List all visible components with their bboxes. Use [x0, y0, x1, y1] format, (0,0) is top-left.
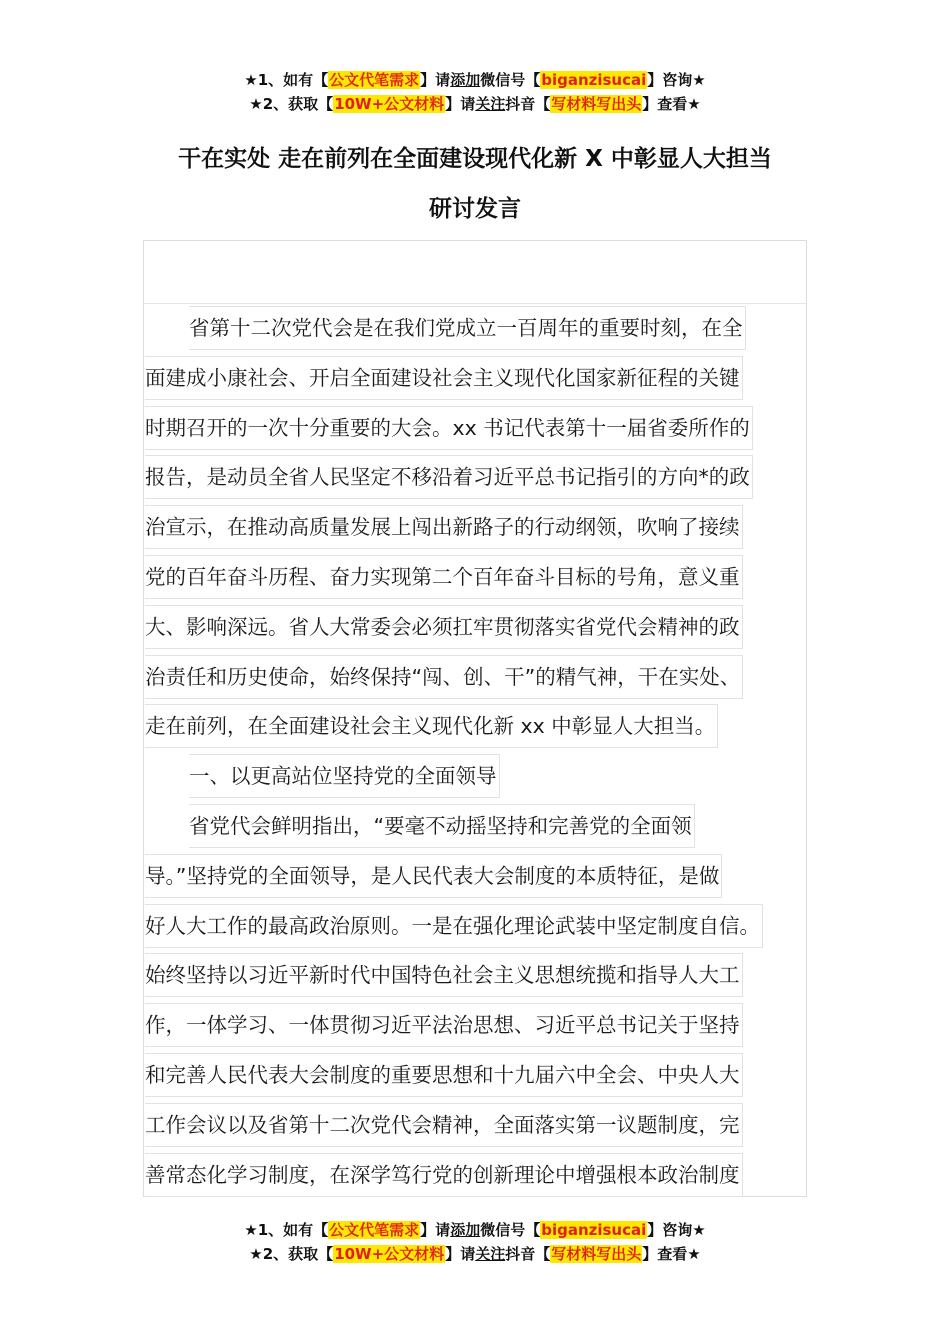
promo-text: 】查看★	[642, 95, 701, 113]
text-line: 工作会议以及省第十二次党代会精神，全面落实第一议题制度，完	[145, 1102, 805, 1152]
promo-highlight: 10W+公文材料	[334, 1245, 445, 1263]
text-line: 善常态化学习制度，在深学笃行党的创新理论中增强根本政治制度	[145, 1152, 805, 1202]
promo-highlight-wechat: biganzisucai	[541, 1221, 647, 1239]
promo-text: ★1、如有【	[244, 1221, 329, 1239]
text-line: 报告，是动员全省人民坚定不移沿着习近平总书记指引的方向*的政	[145, 454, 805, 504]
frame-divider	[144, 303, 806, 304]
promo-text: 】请	[445, 1245, 476, 1263]
document-title-line-2: 研讨发言	[429, 196, 521, 222]
promo-text: ★2、获取【	[249, 95, 334, 113]
promo-header	[0, 68, 950, 116]
promo-text: ★2、获取【	[249, 1245, 334, 1263]
text-line: 治宣示，在推动高质量发展上闯出新路子的行动纲领，吹响了接续	[145, 504, 805, 554]
document-body	[145, 305, 805, 1201]
text-line: 省第十二次党代会是在我们党成立一百周年的重要时刻，在全	[145, 305, 805, 355]
promo-text: 】咨询★	[647, 71, 706, 89]
promo-highlight: 公文代笔需求	[329, 1221, 420, 1239]
promo-text: 抖音【	[505, 95, 551, 113]
text-line: 省党代会鲜明指出，“要毫不动摇坚持和完善党的全面领	[145, 803, 805, 853]
text-line: 走在前列，在全面建设社会主义现代化新 xx 中彰显人大担当。	[145, 703, 805, 753]
text-line: 导。”坚持党的全面领导，是人民代表大会制度的本质特征，是做	[145, 853, 805, 903]
promo-line-2	[0, 92, 950, 116]
promo-text: 】查看★	[642, 1245, 701, 1263]
text-line: 治责任和历史使命，始终保持“闯、创、干”的精气神，干在实处、	[145, 654, 805, 704]
text-line: 作，一体学习、一体贯彻习近平法治思想、习近平总书记关于坚持	[145, 1002, 805, 1052]
promo-underline: 关注	[475, 95, 506, 113]
document-title: 干在实处 走在前列在全面建设现代化新 X 中彰显人大担当	[178, 146, 772, 172]
promo-text: 抖音【	[505, 1245, 551, 1263]
text-line: 面建成小康社会、开启全面建设社会主义现代化国家新征程的关键	[145, 355, 805, 405]
text-line: 始终坚持以习近平新时代中国特色社会主义思想统揽和指导人大工	[145, 952, 805, 1002]
promo-highlight: 公文代笔需求	[329, 71, 420, 89]
text-line: 好人大工作的最高政治原则。一是在强化理论武装中坚定制度自信。	[145, 903, 805, 953]
promo-text: 】请	[445, 95, 476, 113]
promo-line-1	[0, 68, 950, 92]
promo-highlight-douyin: 写材料写出头	[551, 1245, 642, 1263]
promo-footer	[0, 1218, 950, 1266]
text-line: 和完善人民代表大会制度的重要思想和十九届六中全会、中央人大	[145, 1052, 805, 1102]
text-line: 时期召开的一次十分重要的大会。xx 书记代表第十一届省委所作的	[145, 405, 805, 455]
promo-underline: 添加	[450, 71, 481, 89]
promo-text: 微信号【	[480, 71, 541, 89]
promo-text: ★1、如有【	[244, 71, 329, 89]
text-line: 大、影响深远。省人大常委会必须扛牢贯彻落实省党代会精神的政	[145, 604, 805, 654]
section-heading: 一、以更高站位坚持党的全面领导	[145, 753, 805, 803]
promo-underline: 添加	[450, 1221, 481, 1239]
promo-text: 】请	[420, 71, 451, 89]
promo-highlight: 10W+公文材料	[334, 95, 445, 113]
promo-line-1	[0, 1218, 950, 1242]
promo-line-2	[0, 1242, 950, 1266]
promo-highlight-wechat: biganzisucai	[541, 71, 647, 89]
promo-text: 】咨询★	[647, 1221, 706, 1239]
promo-text: 微信号【	[480, 1221, 541, 1239]
promo-underline: 关注	[475, 1245, 506, 1263]
text-line: 党的百年奋斗历程、奋力实现第二个百年奋斗目标的号角，意义重	[145, 554, 805, 604]
promo-highlight-douyin: 写材料写出头	[551, 95, 642, 113]
promo-text: 】请	[420, 1221, 451, 1239]
